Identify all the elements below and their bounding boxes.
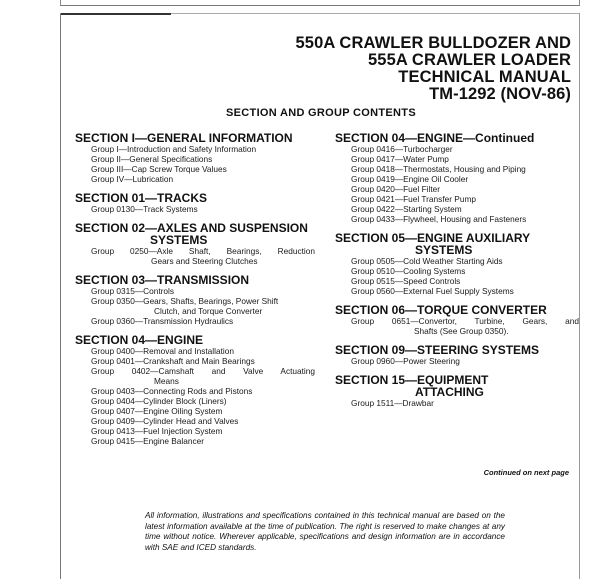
- group-entry: Group 0413—Fuel Injection System: [91, 426, 223, 436]
- group-entry: Group 0510—Cooling Systems: [351, 266, 466, 276]
- section-09-steering-systems: [335, 344, 579, 366]
- title-line-2: 555A CRAWLER LOADER: [368, 51, 571, 69]
- group-entry: Group 1511—Drawbar: [351, 398, 434, 408]
- contents-right-column: [335, 132, 579, 416]
- group-entry: Group 0505—Cold Weather Starting Aids: [351, 256, 503, 266]
- section-04-engine-continued: [335, 132, 579, 224]
- group-line-2: Means: [154, 376, 179, 386]
- section-i-general-information: [75, 132, 315, 184]
- group-entry: Group 0560—External Fuel Supply Systems: [351, 286, 514, 296]
- group-entry: Group 0418—Thermostats, Housing and Piping: [351, 164, 526, 174]
- contents-left-column: [75, 132, 315, 454]
- group-entry: Group 0421—Fuel Transfer Pump: [351, 194, 476, 204]
- section-title: SECTION 04—ENGINE—Continued: [335, 131, 535, 145]
- group-entry: [75, 246, 315, 266]
- group-entry: [75, 296, 315, 316]
- section-title: SECTION 01—TRACKS: [75, 191, 208, 205]
- continued-on-next-page: Continued on next page: [483, 468, 569, 477]
- section-04-engine: [75, 334, 315, 446]
- group-entry: Group 0419—Engine Oil Cooler: [351, 174, 469, 184]
- contents-heading: SECTION AND GROUP CONTENTS: [226, 107, 416, 119]
- section-15-equipment-attaching: [335, 374, 579, 408]
- group-entry: Group 0409—Cylinder Head and Valves: [91, 416, 239, 426]
- section-title-line-1: SECTION 02—AXLES AND SUSPENSION: [75, 221, 308, 235]
- section-title: SECTION 06—TORQUE CONVERTER: [335, 303, 547, 317]
- section-01-tracks: [75, 192, 315, 214]
- section-title: [335, 232, 579, 256]
- group-entry: Group 0515—Speed Controls: [351, 276, 461, 286]
- group-entry: Group 0401—Crankshaft and Main Bearings: [91, 356, 255, 366]
- group-line-2: Clutch, and Torque Converter: [154, 306, 263, 316]
- section-title-line-2: SYSTEMS: [415, 243, 473, 257]
- group-line-1: Group 0350—Gears, Shafts, Bearings, Power Shift: [91, 296, 279, 306]
- group-entry: [335, 316, 579, 336]
- section-title: [75, 222, 315, 246]
- group-entry: Group 0404—Cylinder Block (Liners): [91, 396, 227, 406]
- group-line-1: Group 0250—Axle Shaft, Bearings, Reduction: [91, 246, 315, 256]
- group-entry: Group IV—Lubrication: [91, 174, 174, 184]
- manual-title: [296, 35, 571, 103]
- title-line-4: TM-1292 (NOV-86): [429, 85, 571, 103]
- group-entry: Group 0415—Engine Balancer: [91, 436, 205, 446]
- section-title: SECTION 04—ENGINE: [75, 333, 204, 347]
- group-entry: Group 0360—Transmission Hydraulics: [91, 316, 234, 326]
- group-entry: Group 0400—Removal and Installation: [91, 346, 234, 356]
- group-entry: Group 0433—Flywheel, Housing and Fasteners: [351, 214, 527, 224]
- section-title: SECTION I—GENERAL INFORMATION: [75, 131, 293, 145]
- manual-page: [60, 13, 580, 579]
- section-06-torque-converter: [335, 304, 579, 336]
- group-entry: Group 0130—Track Systems: [91, 204, 198, 214]
- group-entry: Group 0407—Engine Oiling System: [91, 406, 223, 416]
- section-title-line-2: ATTACHING: [415, 385, 484, 399]
- group-line-1: Group 0651—Convertor, Turbine, Gears, and: [351, 316, 579, 326]
- section-03-transmission: [75, 274, 315, 326]
- section-02-axles: [75, 222, 315, 266]
- group-entry: [75, 366, 315, 386]
- group-line-2: Shafts (See Group 0350).: [414, 326, 509, 336]
- group-entry: Group 0417—Water Pump: [351, 154, 449, 164]
- section-title-line-1: SECTION 15—EQUIPMENT: [335, 373, 489, 387]
- group-line-2: Gears and Steering Clutches: [151, 256, 258, 266]
- section-05-engine-auxiliary: [335, 232, 579, 296]
- group-entry: Group 0420—Fuel Filter: [351, 184, 441, 194]
- group-line-1: Group 0402—Camshaft and Valve Actuating: [91, 366, 315, 376]
- group-entry: Group 0960—Power Steering: [351, 356, 460, 366]
- section-title: [335, 374, 579, 398]
- group-entry: Group II—General Specifications: [91, 154, 213, 164]
- title-line-3: TECHNICAL MANUAL: [398, 68, 571, 86]
- group-entry: Group 0422—Starting System: [351, 204, 462, 214]
- group-entry: Group 0416—Turbocharger: [351, 144, 453, 154]
- section-title-line-1: SECTION 05—ENGINE AUXILIARY: [335, 231, 531, 245]
- group-entry: Group 0403—Connecting Rods and Pistons: [91, 386, 253, 396]
- section-title-line-2: SYSTEMS: [150, 233, 208, 247]
- disclaimer-text: All information, illustrations and specifications contained in this technical manual are based on the latest information available at the time of publication. The right is reserved to make changes at any time without notice. Wherever applicable, specifications and design information are in accordance with SAE and ICED standards.: [145, 511, 505, 553]
- section-title: SECTION 09—STEERING SYSTEMS: [335, 343, 540, 357]
- group-entry: Group I—Introduction and Safety Information: [91, 144, 257, 154]
- page-top-rule: [61, 13, 171, 15]
- group-entry: Group III—Cap Screw Torque Values: [91, 164, 227, 174]
- previous-page-edge: [60, 0, 580, 6]
- section-title: SECTION 03—TRANSMISSION: [75, 273, 250, 287]
- title-line-1: 550A CRAWLER BULLDOZER AND: [295, 34, 571, 52]
- group-entry: Group 0315—Controls: [91, 286, 175, 296]
